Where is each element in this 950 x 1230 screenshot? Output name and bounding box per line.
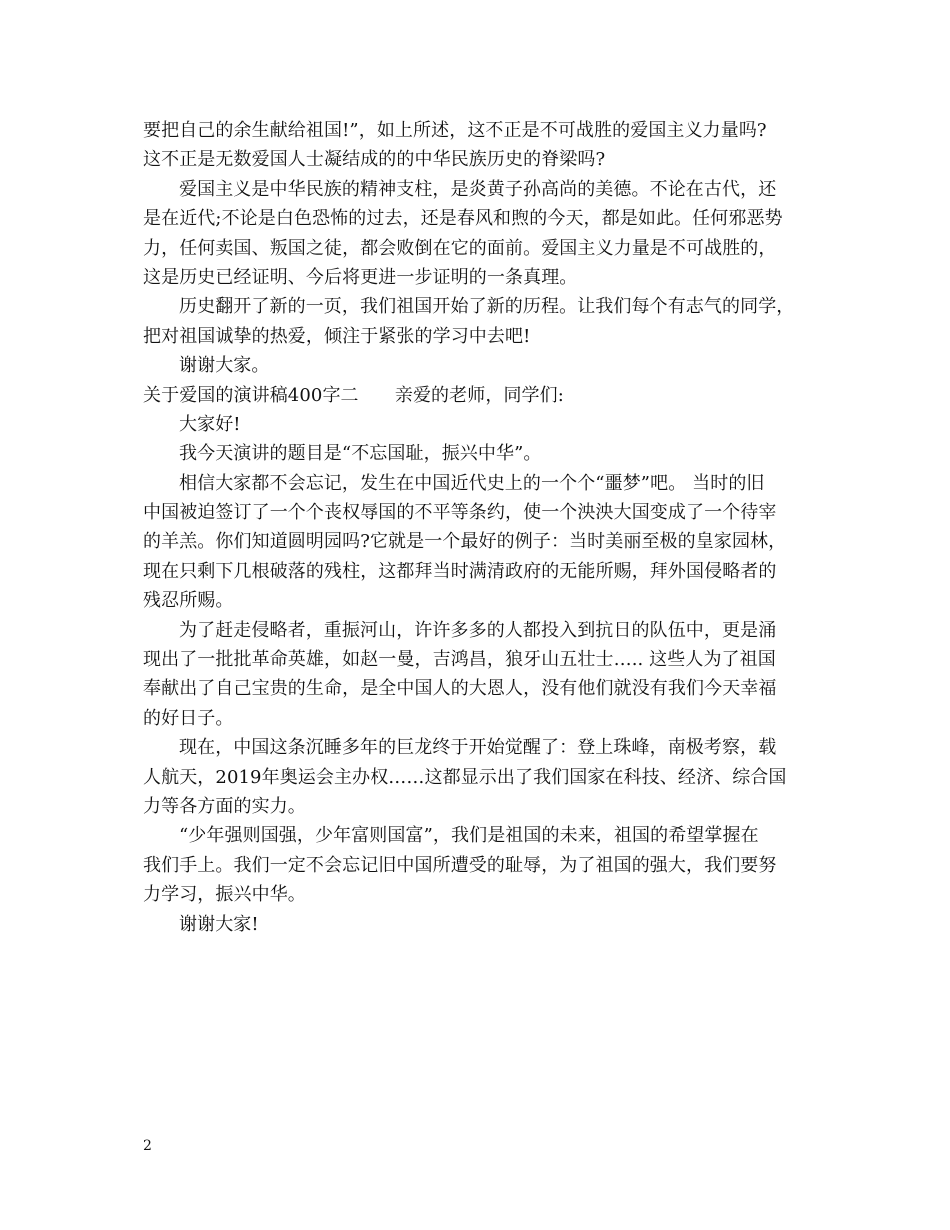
text-line: 现在只剩下几根破落的残柱，这都拜当时满清政府的无能所赐，拜外国侵略者的 — [143, 560, 777, 582]
paragraph — [143, 410, 833, 439]
text-line: 力等各方面的实力。 — [143, 795, 306, 817]
text-line: 爱国主义是中华民族的精神支柱，是炎黄子孙高尚的美德。不论在古代，还 — [179, 178, 777, 200]
text-line: 大家好! — [179, 413, 241, 435]
text-line: 现出了一批批革命英雄，如赵一曼，吉鸿昌，狼牙山五壮士….. 这些人为了祖国 — [143, 649, 776, 671]
paragraph — [143, 381, 833, 410]
text-line: 谢谢大家! — [179, 913, 259, 935]
page-number: 2 — [143, 1138, 152, 1154]
text-line: 把对祖国诚挚的热爱，倾注于紧张的学习中去吧! — [143, 325, 531, 347]
paragraph — [143, 292, 833, 351]
paragraph — [143, 733, 833, 821]
text-line: 人航天，2019年奥运会主办权……这都显示出了我们国家在科技、经济、综合国 — [143, 766, 787, 788]
text-line: 奉献出了自己宝贵的生命，是全中国人的大恩人，没有他们就没有我们今天幸福 — [143, 678, 777, 700]
paragraph — [143, 469, 833, 616]
paragraph — [143, 821, 833, 909]
text-line: 力，任何卖国、叛国之徒，都会败倒在它的面前。爱国主义力量是不可战胜的， — [143, 237, 777, 259]
text-line: 历史翻开了新的一页，我们祖国开始了新的历程。让我们每个有志气的同学， — [179, 296, 795, 318]
text-line: 相信大家都不会忘记，发生在中国近代史上的一个个“噩梦”吧。 当时的旧 — [179, 472, 765, 494]
text-line: 为了赶走侵略者，重振河山，许许多多的人都投入到抗日的队伍中，更是涌 — [179, 619, 777, 641]
text-line: 中国被迫签订了一个个丧权辱国的不平等条约，使一个泱泱大国变成了一个待宰 — [143, 502, 777, 524]
text-line: 我今天演讲的题目是“不忘国耻，振兴中华”。 — [179, 443, 542, 465]
text-line: 我们手上。我们一定不会忘记旧中国所遭受的耻辱，为了祖国的强大，我们要努 — [143, 854, 777, 876]
text-line: 是在近代;不论是白色恐怖的过去，还是春风和煦的今天，都是如此。任何邪恶势 — [143, 208, 783, 230]
text-line: 关于爱国的演讲稿400字二 亲爱的老师，同学们: — [143, 384, 564, 406]
text-line: 力学习，振兴中华。 — [143, 884, 306, 906]
text-line: 的好日子。 — [143, 707, 234, 729]
paragraph — [143, 616, 833, 734]
paragraph — [143, 910, 833, 939]
text-line: 现在，中国这条沉睡多年的巨龙终于开始觉醒了：登上珠峰，南极考察，载 — [179, 737, 777, 759]
text-line: 要把自己的余生献给祖国!”，如上所述，这不正是不可战胜的爱国主义力量吗? — [143, 120, 767, 141]
text-line: 这不正是无数爱国人士凝结成的的中华民族历史的脊梁吗? — [143, 149, 606, 171]
text-line: “少年强则国强，少年富则国富”，我们是祖国的未来，祖国的希望掌握在 — [179, 825, 759, 847]
document-body — [143, 116, 833, 939]
text-line: 谢谢大家。 — [179, 355, 270, 377]
paragraph — [143, 116, 833, 175]
text-line: 的羊羔。你们知道圆明园吗?它就是一个最好的例子：当时美丽至极的皇家园林， — [143, 531, 787, 553]
paragraph — [143, 175, 833, 293]
paragraph — [143, 439, 833, 468]
paragraph — [143, 351, 833, 380]
text-line: 这是历史已经证明、今后将更进一步证明的一条真理。 — [143, 266, 578, 288]
text-line: 残忍所赐。 — [143, 590, 234, 612]
